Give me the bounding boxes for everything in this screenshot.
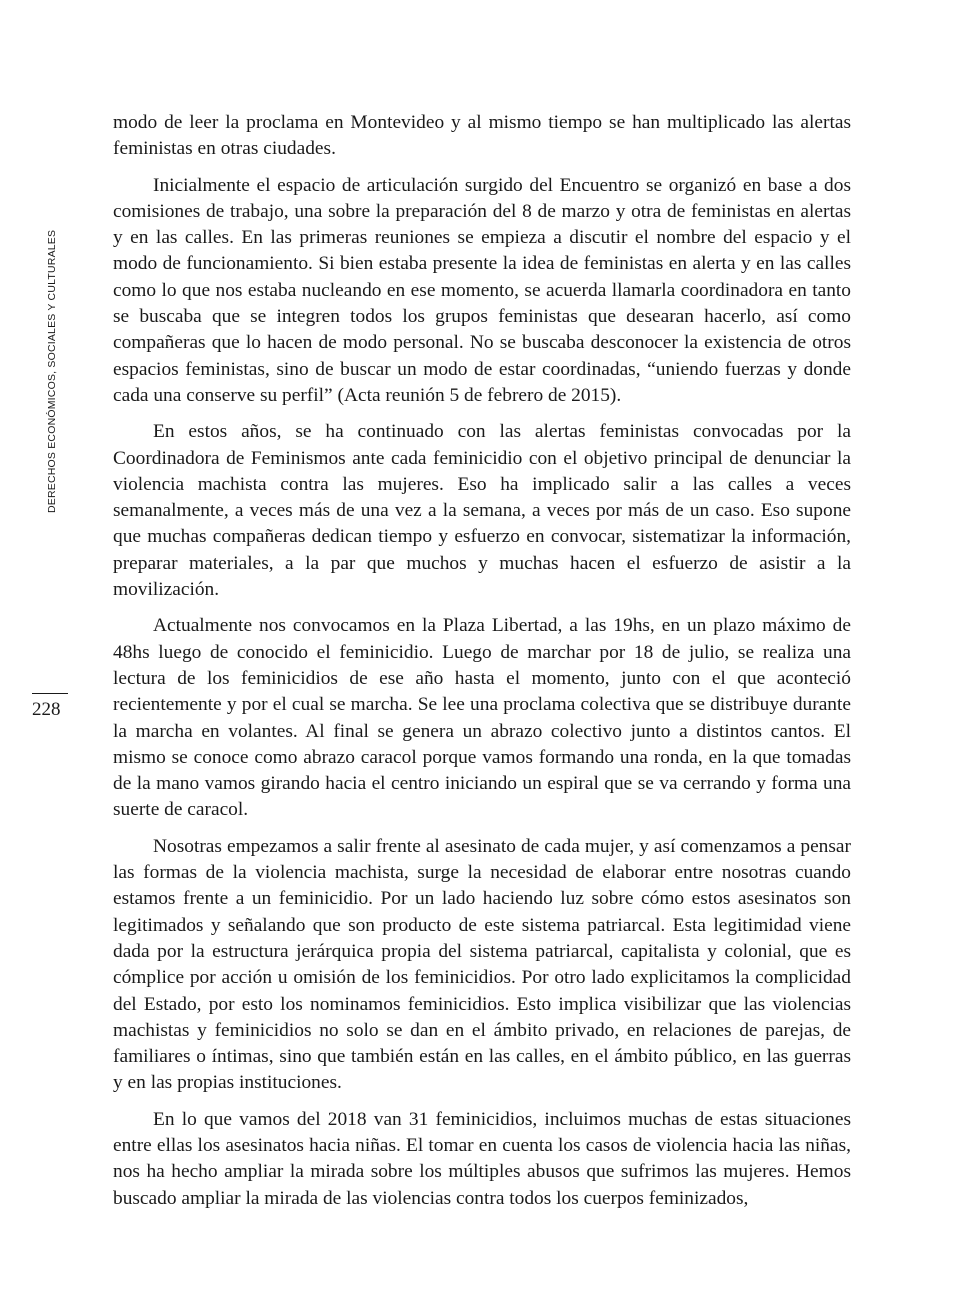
page-number-rule — [32, 693, 68, 694]
body-text — [113, 110, 851, 1222]
page-number: 228 — [32, 699, 61, 720]
paragraph-1: modo de leer la proclama en Montevideo y al mismo tiempo se han multiplicado las alertas feministas en otras ciudades. — [113, 112, 851, 160]
paragraph-6: En lo que vamos del 2018 van 31 feminicidios, incluimos muchas de estas situaciones entre ellas los asesinatos hacia niñas. El tomar en cuenta los casos de violencia hacia las niñas, nos ha hecho ampliar la mirada sobre los múltiples abusos que sufrimos las mujeres. Hemos buscado ampliar la mirada de las violencias contra todos los cuerpos feminizados, — [113, 1108, 851, 1209]
paragraph-2: Inicialmente el espacio de articulación surgido del Encuentro se organizó en base a dos comisiones de trabajo, una sobre la preparación del 8 de marzo y otra de feministas en alertas y en las calles. En las primeras reuniones se empieza a discutir el nombre del espacio y el modo de funcionamiento. Si bien estaba presente la idea de feministas en alerta y en las calles como lo que nos estaba nucleando en ese momento, se acuerda llamarla coordinadora en tanto se buscaba que se integren todos los grupos feministas que desearan hacerlo, así como compañeras que lo hacen de modo personal. No se buscaba desconocer la existencia de otros espacios feministas, sino de buscar un modo de estar coordinadas, “uniendo fuerzas y donde cada una conserve su perfil” (Acta reunión 5 de febrero de 2015). — [113, 174, 851, 406]
paragraph-4: Actualmente nos convocamos en la Plaza Libertad, a las 19hs, en un plazo máximo de 48hs luego de conocido el feminicidio. Luego de marchar por 18 de julio, se realiza una lectura de los feminicidios de ese año hasta el momento, junto con el que aconteció recientemente y por el cual se marcha. Se lee una proclama colectiva que se distribuye durante la marcha en volantes. Al final se genera un abrazo colectivo junto a distintos cantos. El mismo se conoce como abrazo caracol porque vamos formando una ronda, en la que tomadas de la mano vamos girando hacia el centro iniciando un espiral que se va cerrando y forma una suerte de caracol. — [113, 615, 851, 821]
paragraph-3: En estos años, se ha continuado con las alertas feministas convocadas por la Coordinadora de Feminismos ante cada feminicidio con el objetivo principal de denunciar la violencia machista contra las mujeres. Eso ha implicado salir a las calles a veces semanalmente, a veces más de una vez a la semana, a veces por más de un caso. Eso supone que muchas compañeras dedican tiempo y esfuerzo en convocar, sistematizar la información, preparar materiales, a la par que muchos y muchas hacen el esfuerzo de asistir a la movilización. — [113, 421, 851, 601]
running-header-side-label: DERECHOS ECONÓMICOS, SOCIALES Y CULTURALES — [46, 229, 58, 513]
paragraph-5: Nosotras empezamos a salir frente al asesinato de cada mujer, y así comenzamos a pensar las formas de la violencia machista, surge la necesidad de elaborar entre nosotras cuando estamos frente a un feminicidio. Por un lado haciendo luz sobre cómo estos asesinatos son legitimados y señalando que son producto de este sistema patriarcal. Esta legitimidad viene dada por la estructura jerárquica propia del sistema patriarcal, capitalista y colonial, que es cómplice por acción u omisión de los feminicidios. Por otro lado explicitamos la complicidad del Estado, por esto los nominamos feminicidios. Esto implica visibilizar que las violencias machistas y feminicidios no solo se dan en el ámbito privado, en relaciones de parejas, de familiares o íntimas, sino que también están en las calles, en el ámbito público, en las guerras y en las propias instituciones. — [113, 835, 851, 1094]
